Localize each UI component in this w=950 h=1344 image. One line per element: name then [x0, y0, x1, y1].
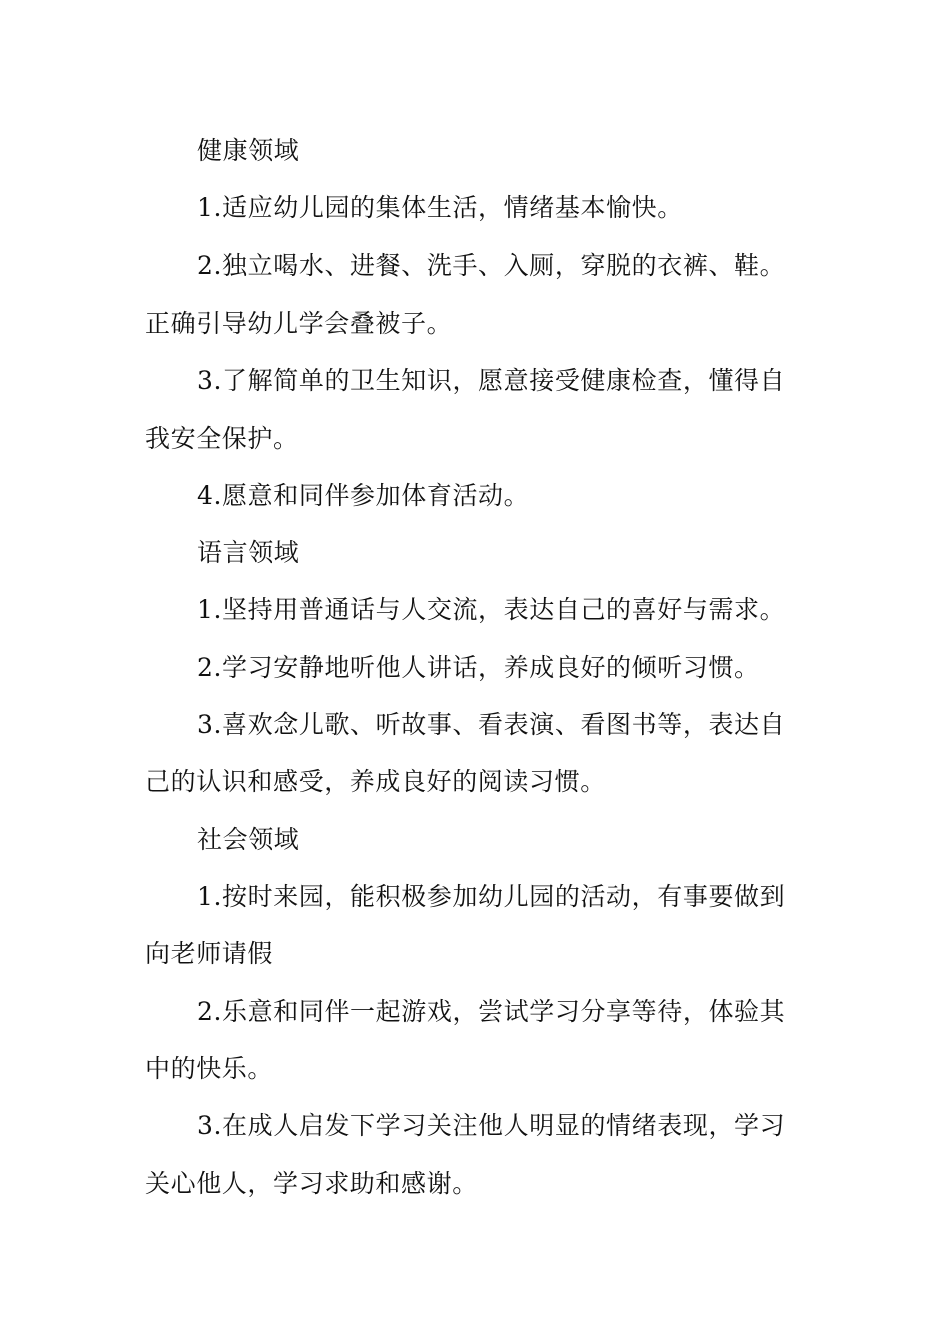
social-item-3-continued: 关心他人，学习求助和感谢。 [145, 1169, 478, 1198]
health-item-2: 2.独立喝水、进餐、洗手、入厕，穿脱的衣裤、鞋。 [197, 251, 786, 280]
section-heading-social: 社会领域 [197, 825, 300, 854]
social-item-1-continued: 向老师请假 [145, 939, 274, 968]
health-item-1: 1.适应幼儿园的集体生活，情绪基本愉快。 [197, 193, 683, 222]
language-item-1: 1.坚持用普通话与人交流，表达自己的喜好与需求。 [197, 595, 786, 624]
section-heading-health: 健康领域 [197, 136, 300, 165]
language-item-3: 3.喜欢念儿歌、听故事、看表演、看图书等，表达自 [197, 710, 786, 739]
health-item-3-continued: 我安全保护。 [145, 424, 299, 453]
health-item-2-continued: 正确引导幼儿学会叠被子。 [145, 309, 453, 338]
health-item-4: 4.愿意和同伴参加体育活动。 [197, 481, 530, 510]
health-item-3: 3.了解简单的卫生知识，愿意接受健康检查，懂得自 [197, 366, 786, 395]
social-item-3: 3.在成人启发下学习关注他人明显的情绪表现，学习 [197, 1111, 786, 1140]
social-item-2-continued: 中的快乐。 [145, 1054, 274, 1083]
social-item-2: 2.乐意和同伴一起游戏，尝试学习分享等待，体验其 [197, 997, 786, 1026]
section-heading-language: 语言领域 [197, 538, 300, 567]
social-item-1: 1.按时来园，能积极参加幼儿园的活动，有事要做到 [197, 882, 786, 911]
language-item-2: 2.学习安静地听他人讲话，养成良好的倾听习惯。 [197, 653, 760, 682]
language-item-3-continued: 己的认识和感受，养成良好的阅读习惯。 [145, 767, 606, 796]
